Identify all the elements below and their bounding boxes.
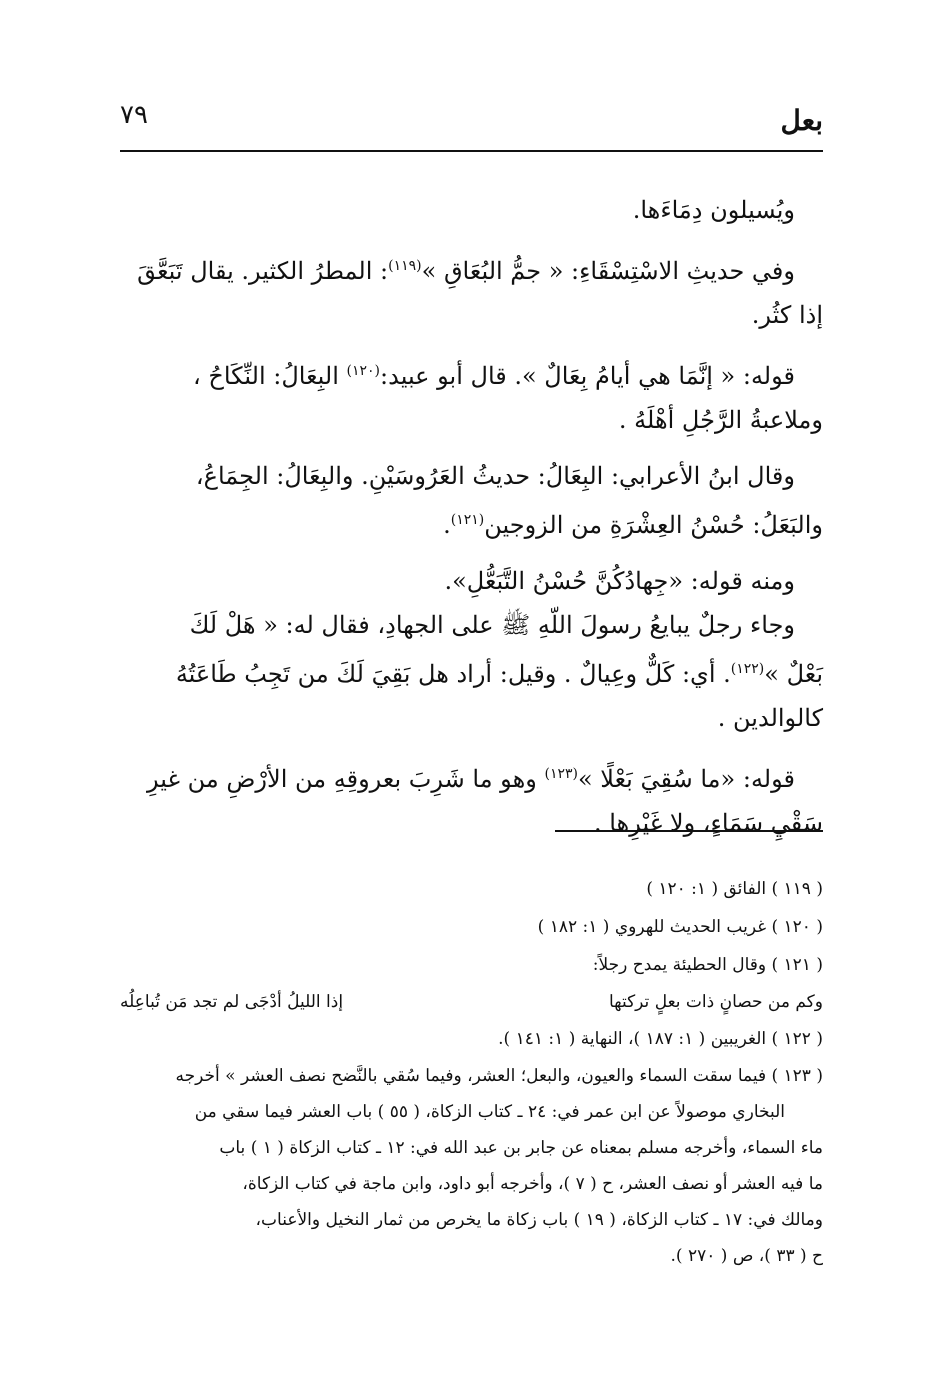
paragraph-1: ويُسيلون دِمَاءَها. xyxy=(632,196,795,224)
text-run: . أي: كَلٌّ وعِيالٌ . وقيل: أراد هل بَقِيَ لَكَ من تَجِبُ طَاعَتُهُ xyxy=(175,660,731,688)
footnotes xyxy=(120,870,823,1274)
footnote-123-line-2: البخاري موصولاً عن ابن عمر في: ٢٤ ـ كتاب الزكاة، ( ٥٥ ) باب العشر فيما سقي من xyxy=(194,1102,785,1122)
paragraph-4-line-2 xyxy=(120,498,823,547)
footnote-rule xyxy=(555,830,823,832)
paragraph-6-line-3: كالوالدين . xyxy=(717,704,823,732)
main-text xyxy=(120,188,823,845)
paragraph-7-line-2: سَقْيِ سَمَاءٍ، ولا غَيْرِها . xyxy=(593,809,823,837)
paragraph-gap xyxy=(120,547,823,559)
paragraph-3-line-1 xyxy=(120,349,823,398)
paragraph-gap xyxy=(120,740,823,752)
poetry-verse xyxy=(120,984,823,1020)
verse-first-half: وكم من حصانٍ ذات بعلٍ تركتها xyxy=(608,992,823,1012)
footnote-123-line-1: ( ١٢٣ ) فيما سقت السماء والعيون، والبعل؛ العشر، وفيما سُقي بالنَّضح نصف العشر » أخرجه xyxy=(175,1066,823,1086)
footnote-ref-122: (١٢٢) xyxy=(730,661,765,677)
paragraph-4-line-1: وقال ابنُ الأعرابي: البِعَالُ: حديثُ العَرُوسَيْنِ. والبِعَالُ: الجِمَاعُ، xyxy=(195,462,795,490)
paragraph-5: ومنه قوله: «جِهادُكُنَّ حُسْنُ التَّبَعُّلِ». xyxy=(444,567,795,595)
text-run: البِعَالُ: النِّكَاحُ ، xyxy=(192,362,339,390)
paragraph-2-line-1 xyxy=(120,244,823,293)
header-rule xyxy=(120,150,823,152)
text-run: بَعْلٌ » xyxy=(764,660,823,688)
text-run: قوله: « إنَّمَا هي أيامُ بِعَالٌ ». قال أبو عبيد: xyxy=(380,362,795,390)
verse-second-half: إذا الليلُ أدْجَى لم تجد مَن تُباعِلُه xyxy=(120,992,344,1012)
footnote-ref-119: (١١٩) xyxy=(388,258,422,274)
footnote-121: ( ١٢١ ) وقال الحطيئة يمدح رجلاً: xyxy=(592,955,823,975)
paragraph-6-line-2 xyxy=(120,647,823,696)
text-run: قوله: «ما سُقِيَ بَعْلًا » xyxy=(577,765,795,793)
page-number: ٧٩ xyxy=(120,100,148,130)
footnote-123-line-6: ح ( ٣٣ )، ص ( ٢٧٠ ). xyxy=(670,1246,823,1266)
footnote-123-line-4: ما فيه العشر أو نصف العشر، ح ( ٧ )، وأخرجه أبو داود، وابن ماجة في كتاب الزكاة، xyxy=(242,1174,823,1194)
text-run: : المطرُ الكثير. يقال تَبَعَّقَ xyxy=(137,257,389,285)
footnote-119: ( ١١٩ ) الفائق ( ١: ١٢٠ ) xyxy=(646,879,823,899)
paragraph-gap xyxy=(120,232,823,244)
page-title: بعل xyxy=(780,104,823,137)
running-header xyxy=(120,100,823,140)
text-run: . xyxy=(443,511,451,539)
paragraph-gap xyxy=(120,442,823,454)
paragraph-2-line-2: إذا كثُر. xyxy=(751,301,823,329)
text-run: وهو ما شَرِبَ بعروقِهِ من الأرْضِ من غيرِ xyxy=(146,765,537,793)
paragraph-3-line-2: وملاعبةُ الرَّجُلِ أهْلَهُ . xyxy=(618,406,823,434)
paragraph-6-line-1: وجاء رجلٌ يبايعُ رسولَ اللّهِ ﷺ على الجهادِ، فقال له: « هَلْ لَكَ xyxy=(189,611,795,639)
footnote-123-line-3: ماء السماء، وأخرجه مسلم بمعناه عن جابر بن عبد الله في: ١٢ ـ كتاب الزكاة ( ١ ) باب xyxy=(219,1138,823,1158)
footnote-ref-121: (١٢١) xyxy=(450,512,485,528)
footnote-122: ( ١٢٢ ) الغريبين ( ١: ١٨٧ )، النهاية ( ١: ١٤١ ). xyxy=(498,1029,823,1049)
paragraph-7-line-1 xyxy=(120,752,823,801)
footnote-ref-123: (١٢٣) xyxy=(544,766,578,782)
footnote-120: ( ١٢٠ ) غريب الحديث للهروي ( ١: ١٨٢ ) xyxy=(537,917,823,937)
text-run: والبَعَلُ: حُسْنُ العِشْرَةِ من الزوجين xyxy=(484,511,823,539)
text-run: وفي حديثِ الاسْتِسْقَاءِ: « جمُّ البُعَاقِ » xyxy=(421,257,795,285)
footnote-123-line-5: ومالك في: ١٧ ـ كتاب الزكاة، ( ١٩ ) باب زكاة ما يخرص من ثمار النخيل والأعناب، xyxy=(255,1210,823,1230)
paragraph-gap xyxy=(120,337,823,349)
footnote-ref-120: (١٢٠) xyxy=(346,363,381,379)
